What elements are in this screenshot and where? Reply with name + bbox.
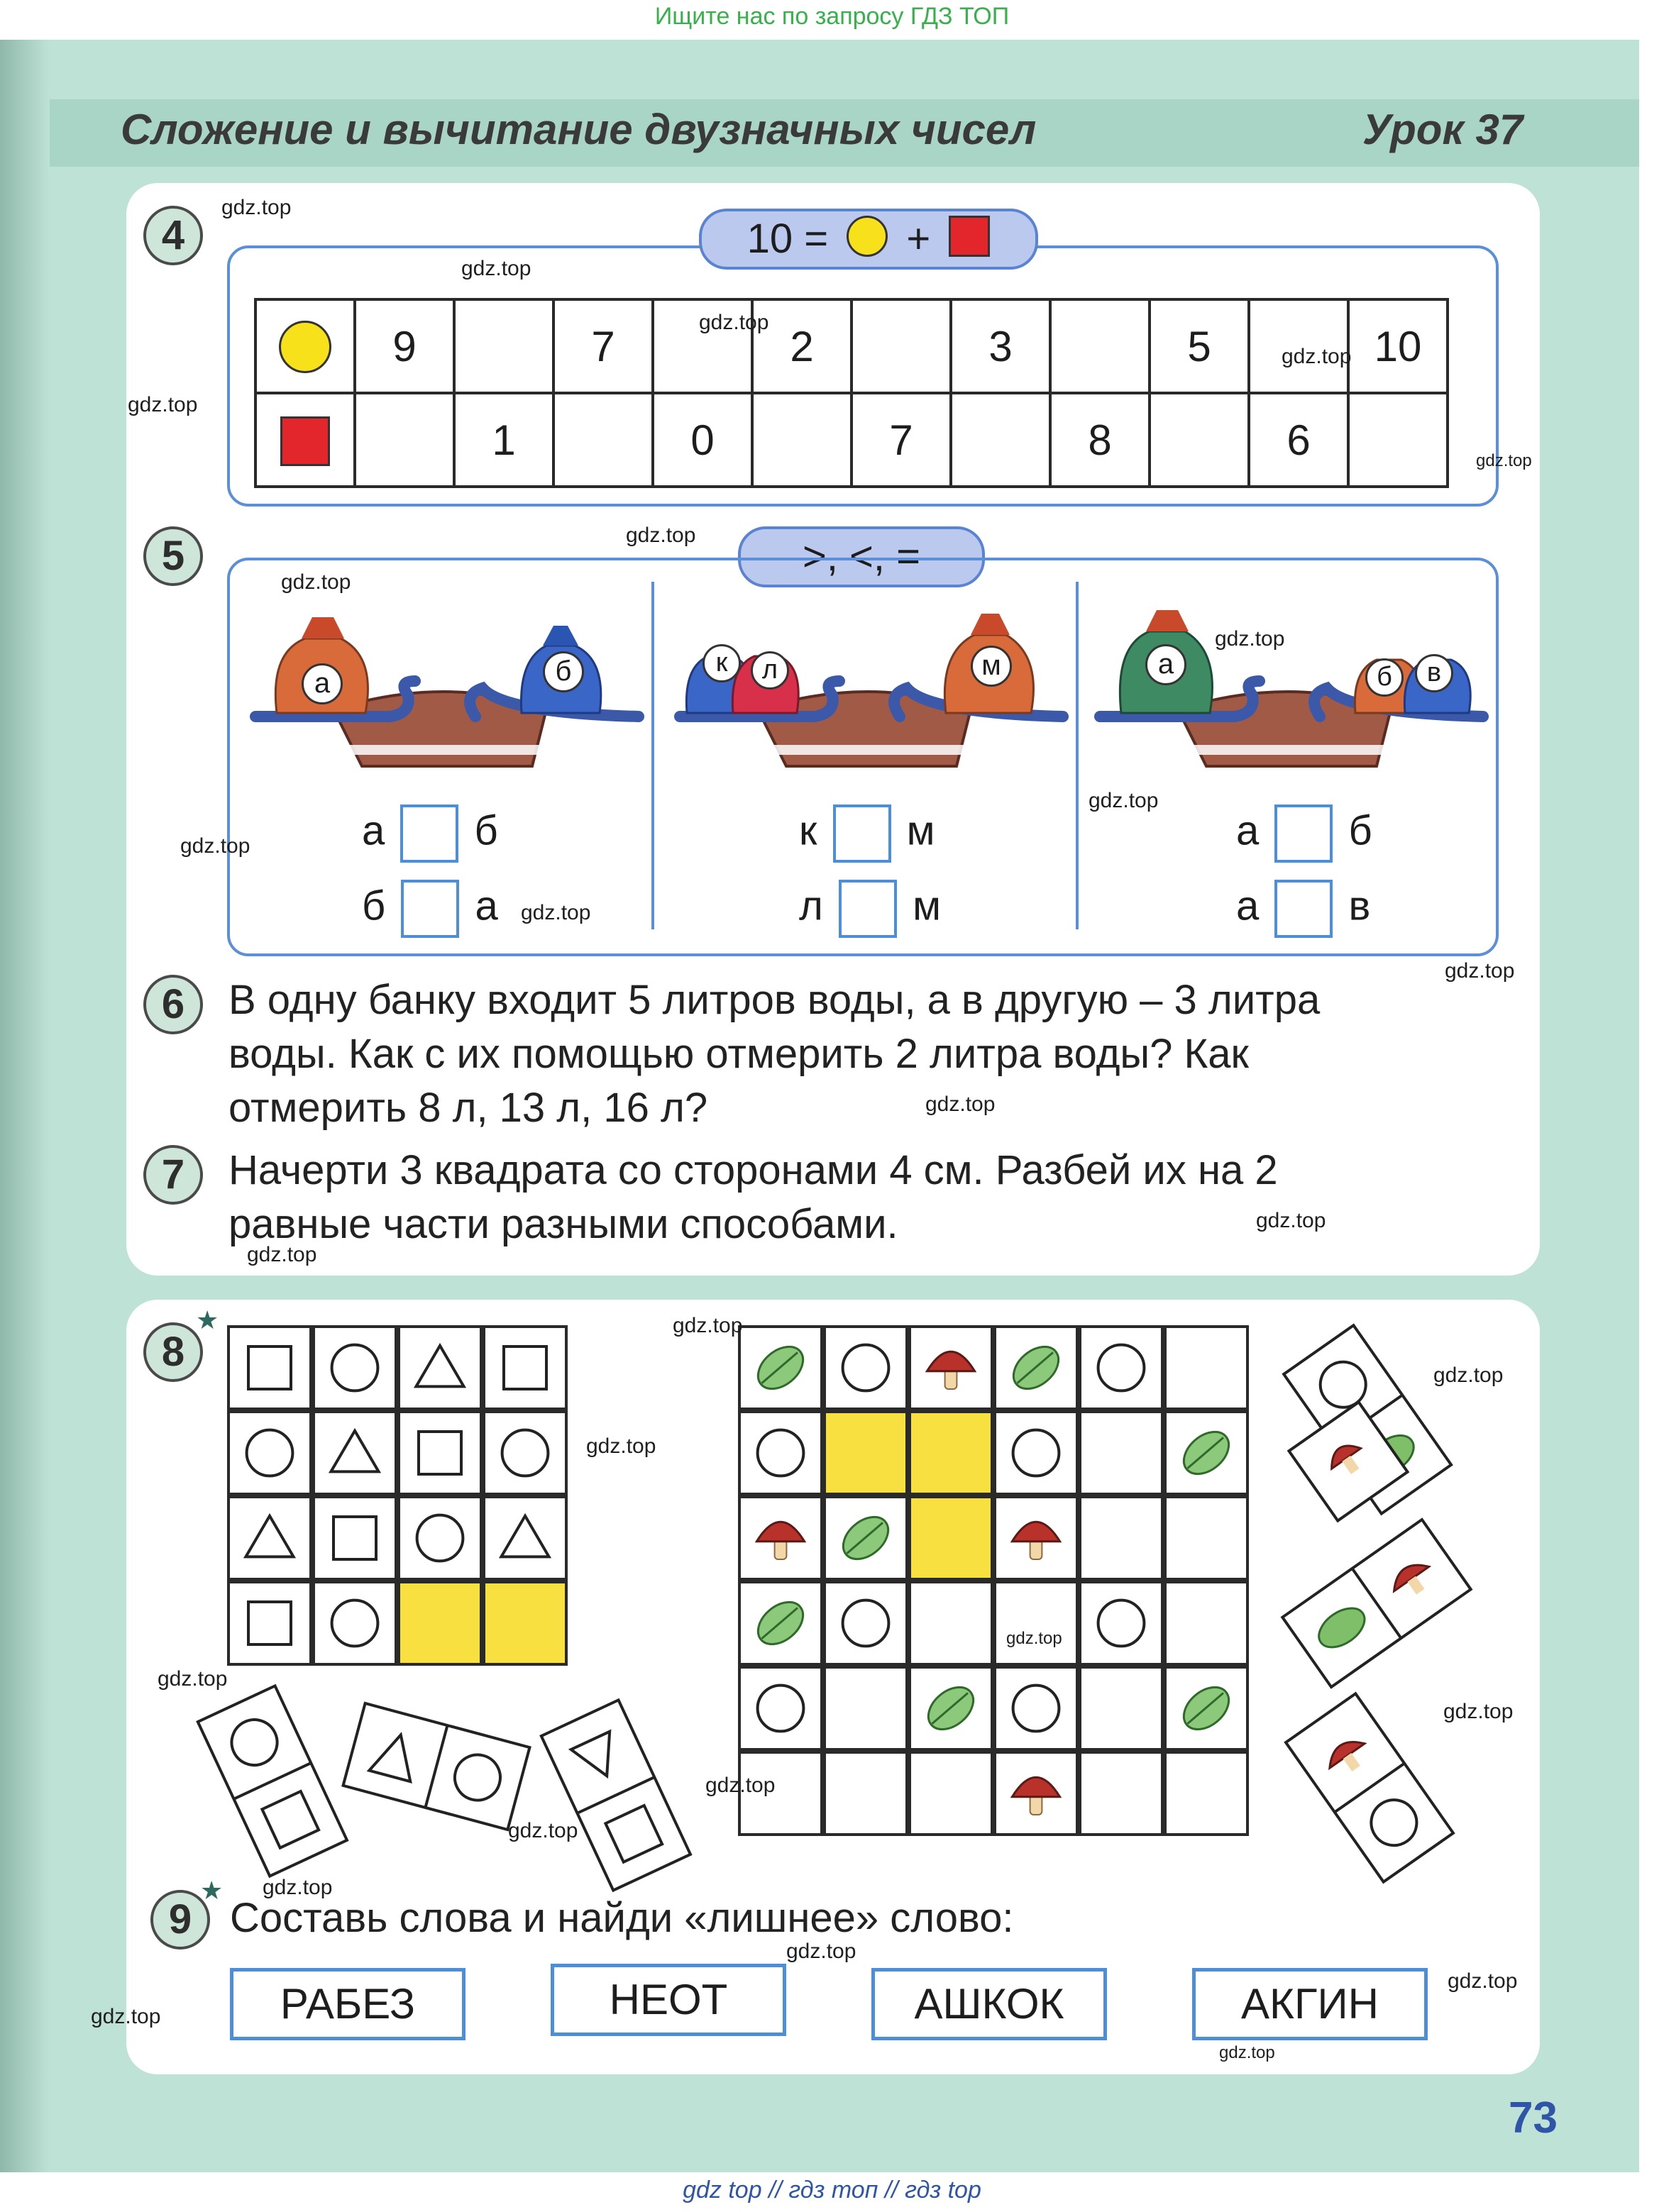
compare-row xyxy=(362,804,498,863)
grid-cell xyxy=(399,1497,481,1579)
text-line: отмерить 8 л, 13 л, 16 л? xyxy=(228,1085,708,1131)
compare-answer-box[interactable] xyxy=(1274,880,1333,938)
compare-row xyxy=(362,880,498,938)
compare-right: а xyxy=(475,883,498,929)
table-cell[interactable]: 0 xyxy=(653,393,752,487)
grid-cell xyxy=(910,1497,992,1579)
task-9-number: 9 xyxy=(150,1890,210,1950)
shape-grid-left xyxy=(227,1325,568,1666)
task-4-formula xyxy=(699,209,1038,270)
gdz-watermark[interactable]: gdz.top xyxy=(1282,345,1352,368)
formula-left: 10 = xyxy=(746,216,829,262)
compare-answer-box[interactable] xyxy=(400,804,458,863)
gdz-watermark[interactable]: gdz.top xyxy=(247,1243,317,1266)
compare-right: м xyxy=(906,807,935,854)
task-9-prompt: Составь слова и найди «лишнее» слово: xyxy=(230,1895,1014,1941)
grid-cell xyxy=(399,1327,481,1409)
task-7-text xyxy=(228,1144,1506,1251)
grid-cell xyxy=(1165,1752,1247,1835)
bag-label: б xyxy=(1365,658,1404,697)
grid-cell xyxy=(228,1582,311,1664)
grid-cell xyxy=(1165,1327,1247,1409)
bag-label: м xyxy=(971,646,1012,687)
compare-answer-box[interactable] xyxy=(401,880,459,938)
compare-left: л xyxy=(799,883,823,929)
grid-cell xyxy=(1165,1582,1247,1664)
compare-row xyxy=(1236,880,1370,938)
domino-right-2 xyxy=(1270,1511,1483,1696)
gdz-watermark[interactable]: gdz.top xyxy=(508,1819,578,1842)
gdz-watermark[interactable]: gdz.top xyxy=(1443,1700,1514,1723)
table-cell[interactable] xyxy=(1050,299,1150,393)
grid-cell xyxy=(314,1582,396,1664)
bag-label: к xyxy=(702,644,741,682)
grid-cell xyxy=(739,1412,822,1494)
compare-answer-box[interactable] xyxy=(839,880,897,938)
star-icon: ★ xyxy=(196,1305,219,1334)
table-cell[interactable]: 6 xyxy=(1249,393,1348,487)
yellow-circle-icon xyxy=(279,321,331,373)
shape-grid-right xyxy=(738,1325,1249,1836)
gdz-watermark[interactable]: gdz.top xyxy=(1448,1969,1518,1993)
grid-cell xyxy=(228,1497,311,1579)
watermark-top[interactable]: Ищите нас по запросу ГДЗ ТОП xyxy=(654,3,1010,30)
table-cell[interactable]: 9 xyxy=(355,299,454,393)
grid-cell xyxy=(228,1327,311,1409)
gdz-watermark[interactable]: gdz.top xyxy=(1089,789,1159,812)
grid-cell xyxy=(1080,1412,1162,1494)
gdz-watermark[interactable]: gdz.top xyxy=(705,1774,776,1797)
table-cell[interactable]: 5 xyxy=(1150,299,1249,393)
table-cell[interactable] xyxy=(1150,393,1249,487)
gdz-watermark[interactable]: gdz.top xyxy=(673,1314,743,1337)
grid-cell xyxy=(995,1667,1077,1749)
grid-cell xyxy=(825,1582,907,1664)
grid-cell xyxy=(1080,1582,1162,1664)
page-number: 73 xyxy=(1509,2094,1558,2142)
table-cell[interactable] xyxy=(752,393,852,487)
grid-cell xyxy=(1080,1667,1162,1749)
table-cell[interactable] xyxy=(852,299,951,393)
task-4-number: 4 xyxy=(143,206,203,265)
grid-cell xyxy=(825,1752,907,1835)
compare-right: м xyxy=(913,883,941,929)
grid-cell xyxy=(910,1582,992,1664)
gdz-watermark[interactable]: gdz.top xyxy=(91,2005,161,2028)
table-cell[interactable] xyxy=(355,393,454,487)
gdz-watermark[interactable]: gdz.top xyxy=(1433,1364,1504,1387)
gdz-watermark[interactable]: gdz.top xyxy=(1256,1209,1326,1232)
table-header-square xyxy=(255,393,355,487)
book-spine-shadow xyxy=(0,40,50,2172)
gdz-watermark[interactable]: gdz.top xyxy=(699,311,769,334)
table-header-circle xyxy=(255,299,355,393)
bag-label: а xyxy=(1145,644,1186,685)
compare-row xyxy=(799,804,935,863)
grid-cell xyxy=(314,1327,396,1409)
grid-cell xyxy=(995,1412,1077,1494)
red-square-icon xyxy=(280,416,330,466)
gdz-watermark[interactable]: gdz.top xyxy=(586,1434,656,1458)
gdz-watermark[interactable]: gdz.top xyxy=(263,1876,333,1899)
word-box[interactable]: АКГИН xyxy=(1192,1968,1428,2040)
panel-divider xyxy=(1076,582,1079,929)
grid-cell xyxy=(1080,1752,1162,1835)
word-box[interactable]: РАБЕЗ xyxy=(230,1968,465,2040)
compare-row xyxy=(799,880,941,938)
gdz-watermark[interactable]: gdz.top xyxy=(221,196,292,219)
gdz-watermark[interactable]: gdz.top xyxy=(1215,627,1285,651)
gdz-watermark[interactable]: gdz.top xyxy=(521,901,591,924)
table-cell[interactable] xyxy=(553,393,653,487)
compare-answer-box[interactable] xyxy=(1274,804,1333,863)
grid-cell xyxy=(484,1412,566,1494)
domino-right-1 xyxy=(1263,1320,1476,1525)
table-cell[interactable]: 3 xyxy=(951,299,1050,393)
formula-plus: + xyxy=(906,216,931,262)
compare-left: а xyxy=(1236,883,1260,929)
bag-label: а xyxy=(302,663,343,704)
task-6-number: 6 xyxy=(143,975,203,1034)
task-8-number: 8 xyxy=(143,1322,203,1382)
bag-label: б xyxy=(543,651,584,692)
compare-row xyxy=(1236,804,1372,863)
gdz-watermark[interactable]: gdz.top xyxy=(1476,451,1532,470)
compare-right: б xyxy=(474,807,498,854)
lesson-label: Урок 37 xyxy=(1362,106,1524,153)
task-5-number: 5 xyxy=(143,526,203,586)
grid-cell xyxy=(1165,1497,1247,1579)
scale-panel-2 xyxy=(673,589,1070,780)
gdz-watermark[interactable]: gdz.top xyxy=(1006,1629,1062,1648)
table-cell[interactable]: 2 xyxy=(752,299,852,393)
gdz-watermark[interactable]: gdz.top xyxy=(1219,2043,1275,2062)
yellow-circle-icon xyxy=(847,216,888,257)
gdz-watermark[interactable]: gdz.top xyxy=(786,1940,856,1963)
table-cell[interactable]: 1 xyxy=(454,393,553,487)
table-cell[interactable] xyxy=(951,393,1050,487)
text-line: воды. Как с их помощью отмерить 2 литра воды? Как xyxy=(228,1031,1249,1077)
gdz-watermark[interactable]: gdz.top xyxy=(158,1667,228,1691)
grid-cell xyxy=(484,1497,566,1579)
grid-cell xyxy=(825,1412,907,1494)
gdz-watermark[interactable]: gdz.top xyxy=(281,570,351,594)
page-title: Сложение и вычитание двузначных чисел xyxy=(121,106,1037,153)
grid-cell xyxy=(314,1497,396,1579)
grid-cell xyxy=(484,1582,566,1664)
task-5-signs: >, <, = xyxy=(738,526,985,587)
domino-left-2 xyxy=(334,1696,539,1837)
table-cell[interactable] xyxy=(1348,393,1448,487)
grid-cell xyxy=(484,1327,566,1409)
grid-cell xyxy=(910,1412,992,1494)
gdz-watermark[interactable]: gdz.top xyxy=(1445,959,1515,983)
gdz-watermark[interactable]: gdz.top xyxy=(925,1093,996,1116)
watermark-bottom[interactable]: gdz top // гдз топ // гдз top xyxy=(683,2177,981,2203)
text-line: В одну банку входит 5 литров воды, а в другую – 3 литра xyxy=(228,977,1321,1023)
table-cell[interactable] xyxy=(454,299,553,393)
domino-left-3 xyxy=(532,1696,702,1901)
grid-cell xyxy=(739,1667,822,1749)
gdz-watermark[interactable]: gdz.top xyxy=(180,834,250,858)
gdz-watermark[interactable]: gdz.top xyxy=(626,524,696,547)
table-cell[interactable]: 7 xyxy=(553,299,653,393)
compare-right: б xyxy=(1348,807,1372,854)
gdz-watermark[interactable]: gdz.top xyxy=(461,257,531,280)
grid-cell xyxy=(228,1412,311,1494)
task-4-table xyxy=(254,298,1449,488)
table-cell[interactable]: 10 xyxy=(1348,299,1448,393)
word-box[interactable]: НЕОТ xyxy=(551,1964,786,2036)
compare-right: в xyxy=(1348,883,1371,929)
panel-divider xyxy=(651,582,654,929)
grid-cell xyxy=(1080,1327,1162,1409)
grid-cell xyxy=(910,1752,992,1835)
task-6-text xyxy=(228,973,1506,1135)
compare-left: к xyxy=(799,807,817,854)
grid-cell xyxy=(995,1582,1077,1664)
star-icon: ★ xyxy=(200,1876,224,1905)
grid-cell xyxy=(399,1412,481,1494)
text-line: Начерти 3 квадрата со сторонами 4 см. Разбей их на 2 xyxy=(228,1147,1278,1193)
grid-cell xyxy=(399,1582,481,1664)
bag-label: л xyxy=(751,651,789,690)
grid-cell xyxy=(825,1327,907,1409)
gdz-watermark[interactable]: gdz.top xyxy=(128,393,198,416)
compare-answer-box[interactable] xyxy=(833,804,891,863)
table-cell[interactable]: 7 xyxy=(852,393,951,487)
compare-left: а xyxy=(362,807,385,854)
table-cell[interactable]: 8 xyxy=(1050,393,1150,487)
compare-left: б xyxy=(362,883,386,929)
word-box[interactable]: АШКОК xyxy=(871,1968,1107,2040)
bag-label: в xyxy=(1415,654,1453,692)
text-line: равные части разными способами. xyxy=(228,1201,898,1247)
compare-left: а xyxy=(1236,807,1260,854)
grid-cell xyxy=(825,1667,907,1749)
grid-cell xyxy=(1080,1497,1162,1579)
task-7-number: 7 xyxy=(143,1145,203,1205)
red-square-icon xyxy=(949,216,990,257)
grid-cell xyxy=(314,1412,396,1494)
